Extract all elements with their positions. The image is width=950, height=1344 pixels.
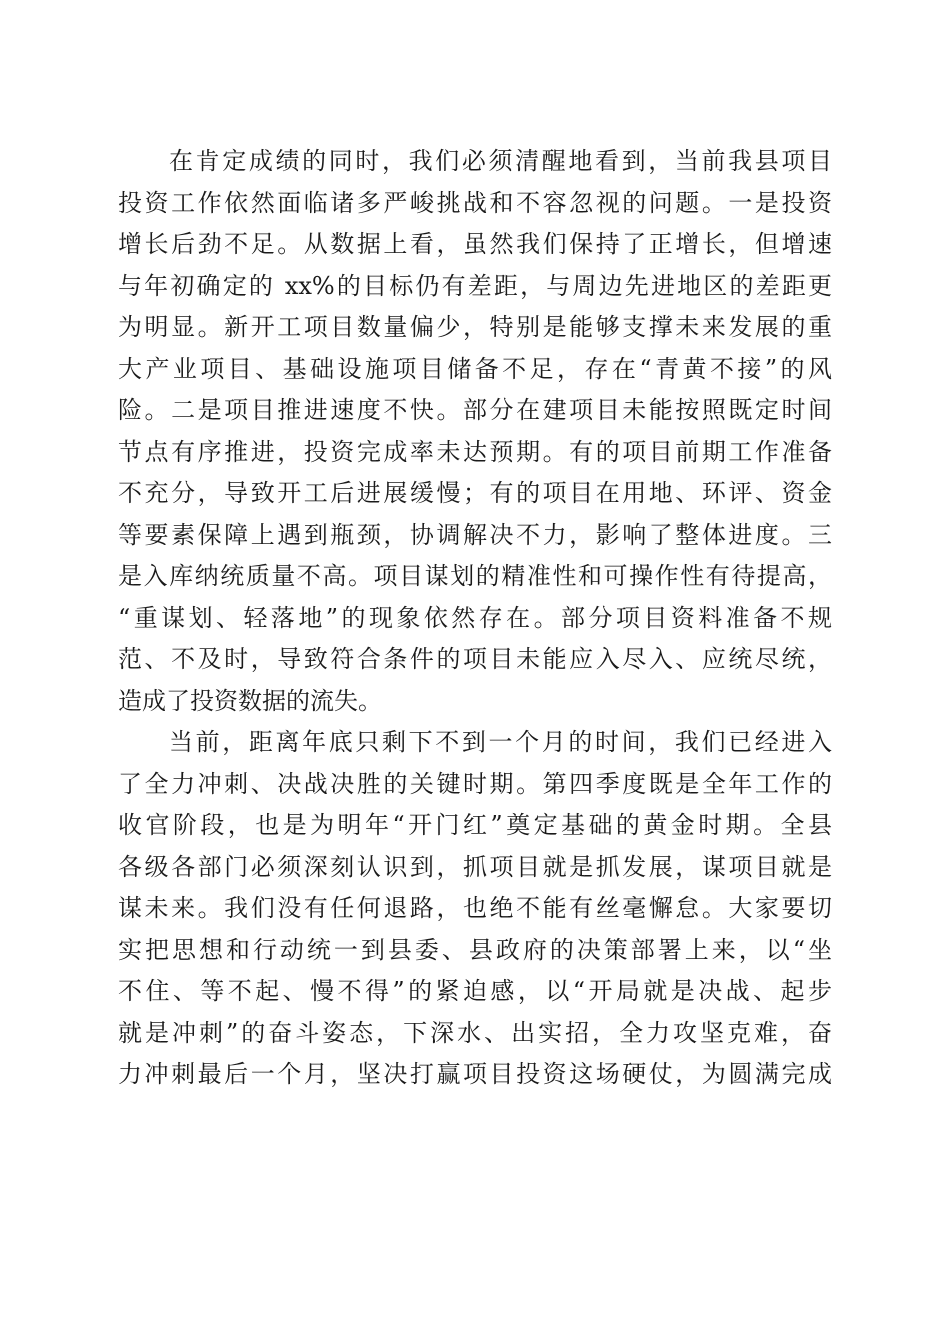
text-line: 节点有序推进，投资完成率未达预期。有的项目前期工作准备 <box>118 437 832 466</box>
text-line: 增长后劲不足。从数据上看，虽然我们保持了正增长，但增速 <box>118 230 832 258</box>
text-line: 了全力冲刺、决战决胜的关键时期。第四季度既是全年工作的 <box>118 769 832 798</box>
paragraph-final-sprint <box>118 722 832 1096</box>
text-line: “重谋划、轻落地”的现象依然存在。部分项目资料准备不规 <box>118 603 832 632</box>
document-body <box>118 141 832 1096</box>
text-line: 不住、等不起、慢不得”的紧迫感，以“开局就是决战、起步 <box>118 977 832 1005</box>
text-line: 在肯定成绩的同时，我们必须清醒地看到，当前我县项目 <box>169 147 832 175</box>
text-line: 就是冲刺”的奋斗姿态，下深水、出实招，全力攻坚克难，奋 <box>118 1018 832 1047</box>
text-line: 等要素保障上遇到瓶颈，协调解决不力，影响了整体进度。三 <box>118 520 832 549</box>
text-line: 不充分，导致开工后进展缓慢；有的项目在用地、环评、资金 <box>118 479 832 507</box>
text-line: 当前，距离年底只剩下不到一个月的时间，我们已经进入 <box>169 728 832 756</box>
text-line: 投资工作依然面临诸多严峻挑战和不容忽视的问题。一是投资 <box>118 188 832 217</box>
paragraph-challenges <box>118 141 832 722</box>
text-line: 与年初确定的 xx%的目标仍有差距，与周边先进地区的差距更 <box>118 271 832 300</box>
text-line: 造成了投资数据的流失。 <box>118 686 382 715</box>
text-line: 各级各部门必须深刻认识到，抓项目就是抓发展，谋项目就是 <box>118 852 832 881</box>
text-line: 为明显。新开工项目数量偏少，特别是能够支撑未来发展的重 <box>118 313 832 341</box>
text-line: 大产业项目、基础设施项目储备不足，存在“青黄不接”的风 <box>118 354 832 383</box>
text-line: 收官阶段，也是为明年“开门红”奠定基础的黄金时期。全县 <box>118 811 832 839</box>
text-line: 险。二是项目推进速度不快。部分在建项目未能按照既定时间 <box>118 396 832 424</box>
text-line: 范、不及时，导致符合条件的项目未能应入尽入、应统尽统， <box>118 645 832 673</box>
text-line: 是入库纳统质量不高。项目谋划的精准性和可操作性有待提高， <box>118 562 832 590</box>
text-line: 实把思想和行动统一到县委、县政府的决策部署上来，以“坐 <box>118 935 832 964</box>
text-line: 谋未来。我们没有任何退路，也绝不能有丝毫懈怠。大家要切 <box>118 894 832 922</box>
text-line: 力冲刺最后一个月，坚决打赢项目投资这场硬仗，为圆满完成 <box>118 1060 832 1088</box>
